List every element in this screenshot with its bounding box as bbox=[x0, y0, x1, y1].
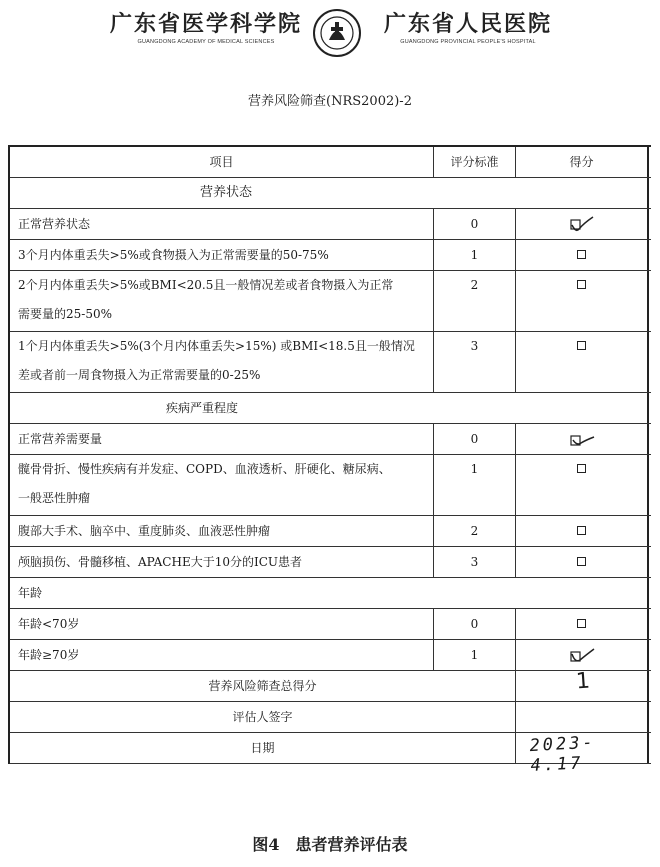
org-left bbox=[96, 10, 316, 46]
hospital-seal-icon bbox=[312, 8, 362, 58]
document-header bbox=[0, 8, 660, 56]
row-item-line: 1个月内体重丢失>5%(3个月内体重丢失>15%) 或BMI<18.5且一般情况 bbox=[18, 339, 415, 353]
section-heading: 疾病严重程度 bbox=[10, 393, 649, 423]
score-cell bbox=[516, 271, 649, 331]
table-row bbox=[10, 516, 651, 547]
assessor-row bbox=[10, 702, 651, 733]
score-cell bbox=[516, 547, 649, 577]
score-cell bbox=[516, 240, 649, 270]
section-heading: 营养状态 bbox=[10, 178, 649, 208]
row-item bbox=[10, 455, 434, 515]
table-row bbox=[10, 332, 651, 393]
score-cell bbox=[516, 424, 649, 454]
org-right-name: 广东省人民医院 bbox=[383, 11, 552, 37]
row-standard: 1 bbox=[434, 640, 516, 670]
org-right bbox=[368, 10, 568, 46]
checkbox-icon[interactable] bbox=[577, 557, 586, 566]
row-item-line: 差或者前一周食物摄入为正常需要量的0-25% bbox=[18, 368, 261, 382]
checked-box-icon[interactable] bbox=[567, 430, 597, 450]
row-standard: 0 bbox=[434, 609, 516, 639]
table-row bbox=[10, 424, 651, 455]
total-score-label: 营养风险筛查总得分 bbox=[10, 671, 516, 701]
col-score-header: 得分 bbox=[516, 147, 649, 177]
table-row bbox=[10, 609, 651, 640]
row-item: 年龄<70岁 bbox=[10, 609, 434, 639]
checked-box-icon[interactable] bbox=[567, 215, 597, 235]
nrs-table bbox=[8, 145, 651, 777]
date-cell[interactable] bbox=[516, 732, 649, 777]
section-heading-row bbox=[10, 178, 651, 209]
score-cell bbox=[516, 640, 649, 670]
table-row bbox=[10, 547, 651, 578]
figure-caption: 图4 患者营养评估表 bbox=[252, 835, 408, 854]
org-left-name: 广东省医学科学院 bbox=[109, 11, 302, 37]
row-item: 颅脑损伤、骨髓移植、APACHE大于10分的ICU患者 bbox=[10, 547, 434, 577]
table-row bbox=[10, 209, 651, 240]
org-right-en: GUANGDONG PROVINCIAL PEOPLE'S HOSPITAL bbox=[400, 39, 536, 45]
form-title: 营养风险筛查(NRS2002)-2 bbox=[248, 94, 412, 109]
row-item: 正常营养状态 bbox=[10, 209, 434, 239]
score-cell bbox=[516, 609, 649, 639]
row-item-line: 髋骨骨折、慢性疾病有并发症、COPD、血液透析、肝硬化、糖尿病、 bbox=[18, 462, 391, 476]
table-row bbox=[10, 240, 651, 271]
date-label: 日期 bbox=[10, 733, 516, 763]
row-item: 3个月内体重丢失>5%或食物摄入为正常需要量的50-75% bbox=[10, 240, 434, 270]
checkbox-icon[interactable] bbox=[577, 280, 586, 289]
col-item-header: 项目 bbox=[10, 147, 434, 177]
row-standard: 2 bbox=[434, 516, 516, 546]
row-standard: 1 bbox=[434, 455, 516, 515]
row-item-line: 需要量的25-50% bbox=[18, 307, 112, 321]
table-row bbox=[10, 271, 651, 332]
row-standard: 3 bbox=[434, 332, 516, 392]
checkbox-icon[interactable] bbox=[577, 250, 586, 259]
total-score-cell[interactable] bbox=[516, 668, 649, 701]
date-value: 2023-4.17 bbox=[529, 732, 597, 777]
checkbox-icon[interactable] bbox=[577, 341, 586, 350]
org-left-en: GUANGDONG ACADEMY OF MEDICAL SCIENCES bbox=[137, 39, 275, 45]
table-row bbox=[10, 455, 651, 516]
date-row bbox=[10, 732, 651, 777]
score-cell bbox=[516, 209, 649, 239]
row-standard: 3 bbox=[434, 547, 516, 577]
row-standard: 0 bbox=[434, 424, 516, 454]
score-cell bbox=[516, 516, 649, 546]
section-heading-row bbox=[10, 578, 651, 609]
checkbox-icon[interactable] bbox=[577, 526, 586, 535]
row-item-line: 一般恶性肿瘤 bbox=[18, 491, 91, 505]
section-heading: 年龄 bbox=[10, 578, 649, 608]
col-standard-header: 评分标准 bbox=[434, 147, 516, 177]
score-cell bbox=[516, 332, 649, 392]
section-heading-row bbox=[10, 393, 651, 424]
score-cell bbox=[516, 455, 649, 515]
row-standard: 0 bbox=[434, 209, 516, 239]
assessor-label: 评估人签字 bbox=[10, 702, 516, 732]
row-item bbox=[10, 332, 434, 392]
row-standard: 2 bbox=[434, 271, 516, 331]
row-item bbox=[10, 271, 434, 331]
checkbox-icon[interactable] bbox=[577, 619, 586, 628]
table-header-row bbox=[10, 147, 651, 178]
row-item-line: 2个月内体重丢失>5%或BMI<20.5且一般情况差或者食物摄入为正常 bbox=[18, 278, 394, 292]
total-score-row bbox=[10, 668, 651, 702]
row-item: 年龄≥70岁 bbox=[10, 640, 434, 670]
row-item: 正常营养需要量 bbox=[10, 424, 434, 454]
row-item: 腹部大手术、脑卒中、重度肺炎、血液恶性肿瘤 bbox=[10, 516, 434, 546]
total-score-value: 1 bbox=[575, 668, 591, 695]
assessor-signature-cell[interactable] bbox=[516, 702, 649, 732]
checkbox-icon[interactable] bbox=[577, 464, 586, 473]
table-row bbox=[10, 640, 651, 671]
checked-box-icon[interactable] bbox=[567, 646, 597, 666]
row-standard: 1 bbox=[434, 240, 516, 270]
